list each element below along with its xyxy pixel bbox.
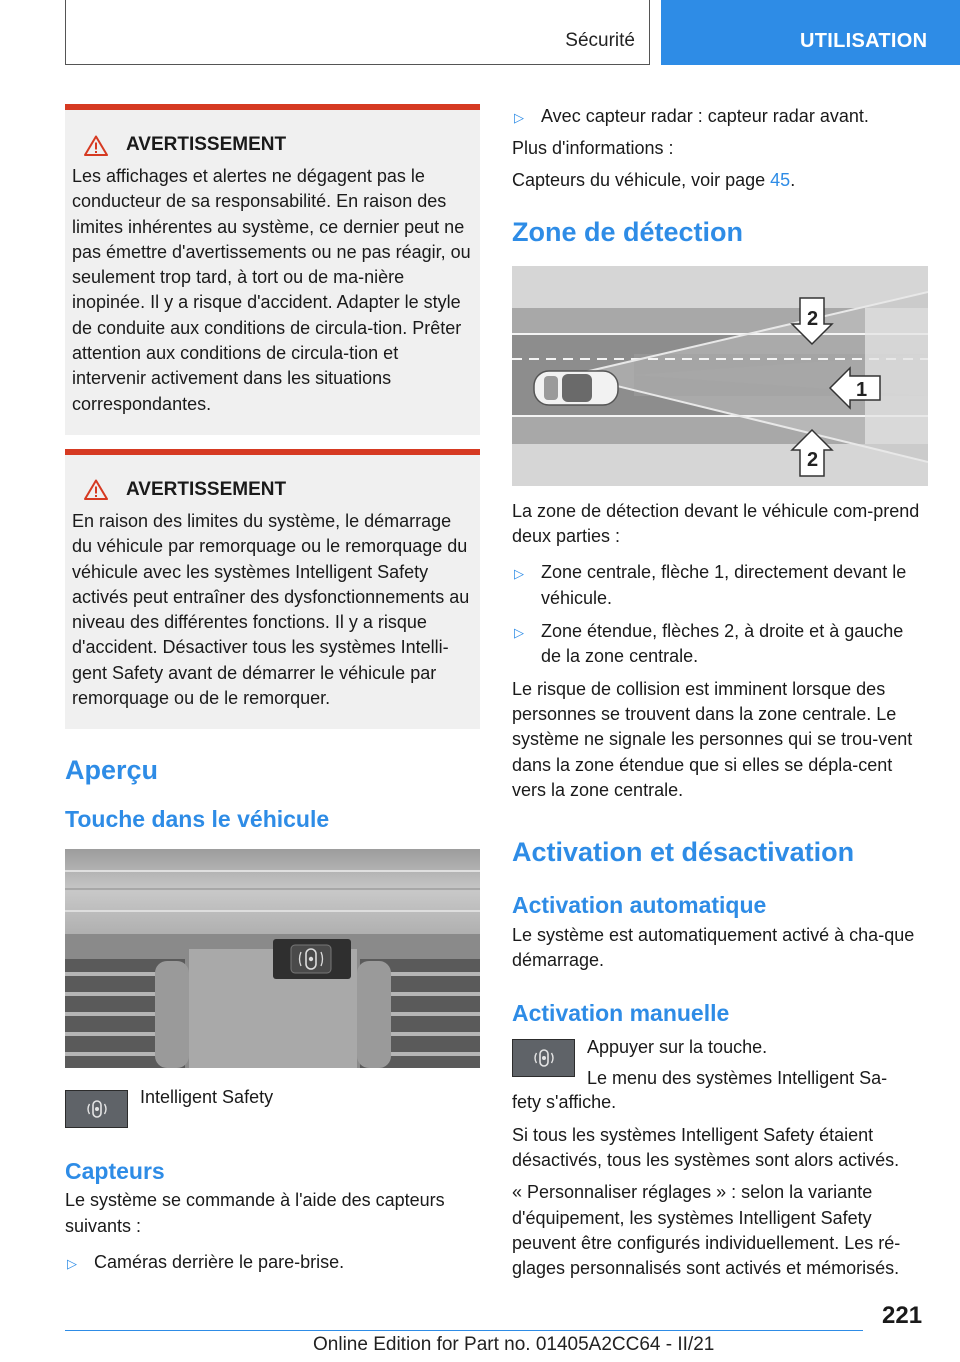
footer-divider (65, 1330, 863, 1331)
warning-triangle-icon (84, 135, 108, 156)
warning-triangle-icon (84, 479, 108, 500)
right-column (512, 104, 928, 1281)
heading-activation: Activation et désactivation (512, 837, 855, 868)
warning-box-1 (65, 104, 480, 435)
capteurs-item-2: ▷ Avec capteur radar : capteur radar avant. (512, 104, 928, 130)
heading-apercu: Aperçu (65, 755, 159, 786)
manual-step-row (512, 1036, 928, 1092)
dashboard-button-photo (65, 849, 480, 1068)
page-reference-link[interactable]: 45 (770, 169, 791, 190)
detection-zone-diagram (512, 266, 928, 486)
button-caption-text: Intelligent Safety (140, 1087, 274, 1108)
zone-item-2: ▷ Zone étendue, flèches 2, à droite et à gauche de la zone centrale. (512, 619, 928, 670)
header-section-box (65, 0, 650, 65)
bullet-triangle-icon: ▷ (67, 1255, 77, 1271)
heading-zone-detection: Zone de détection (512, 216, 744, 247)
intelligent-safety-button-icon (65, 1090, 128, 1128)
button-caption-row (65, 1087, 480, 1128)
heading-activation-manual: Activation manuelle (512, 999, 730, 1026)
capteurs-item-1: ▷ Caméras derrière le pare-brise. (65, 1250, 480, 1276)
bullet-triangle-icon: ▷ (514, 566, 524, 582)
footer-edition: Online Edition for Part no. 01405A2CC64 - II/21 (313, 1334, 715, 1355)
car-icon (534, 371, 618, 405)
left-column (65, 104, 480, 1276)
warning-title-text-2: AVERTISSEMENT (126, 478, 287, 500)
manual-result-text-a: Le menu des systèmes Intelligent Sa- (587, 1068, 888, 1089)
activation-auto-text: Le système est automatiquement activé à cha-que démarrage. (512, 925, 915, 971)
custom-settings-text: « Personnaliser réglages » : selon la variante d'équipement, les systèmes Intelligent Safety peuvent être configurés individuellement. Les ré-glages personnalisés sont activés et mémorisés. (512, 1182, 901, 1279)
zone-item-1: ▷ Zone centrale, flèche 1, directement devant le véhicule. (512, 560, 928, 611)
header-section-title: Sécurité (565, 30, 635, 51)
svg-text:2: 2 (807, 307, 819, 330)
warning-title-text-1: AVERTISSEMENT (126, 134, 287, 155)
zone-text: Le risque de collision est imminent lorsque des personnes se trouvent dans la zone centrale. Le système ne signale les personnes qui se trou-vent dans la zone étendue que si elles se dépla-cent vers la zone centrale. (512, 678, 913, 800)
bullet-triangle-icon: ▷ (514, 625, 524, 641)
warning-text-1: Les affichages et alertes ne dégagent pas le conducteur de sa responsabilité. En raison des limites inhérentes au système, ce dernier peut ne pas émettre d'avertissements ou ne pas réagir, ou seulement trop tard, à tort ou de ma-nière inopinée. Il y a risque d'accident. Adapter le style de conduite aux conditions de circula-tion. Prêter attention aux conditions de circula-tion et intervenir activement dans les situations correspondantes. (72, 166, 471, 414)
manual-text: Si tous les systèmes Intelligent Safety étaient désactivés, tous les systèmes sont alors activés. (512, 1124, 900, 1170)
capteurs-intro: Le système se commande à l'aide des capteurs suivants : (65, 1190, 445, 1236)
warning-text-2: En raison des limites du système, le démarrage du véhicule par remorquage ou le remorquage du véhicule avec les systèmes Intelligent Safety activés peut entraîner des dysfonctionnements au niveau des différentes fonctions. Il y a risque d'accident. Désactiver tous les systèmes Intelli-gent Safety avant de démarrer le véhicule par remorquage ou de le remorquer. (72, 510, 470, 709)
zone-intro: La zone de détection devant le véhicule com-prend deux parties : (512, 500, 920, 547)
header-chapter-title: UTILISATION (800, 30, 928, 52)
svg-text:2: 2 (807, 448, 819, 471)
capteurs-reference: Capteurs du véhicule, voir page 45. (512, 169, 796, 190)
intelligent-safety-button-icon (512, 1039, 575, 1077)
warning-title-2 (72, 479, 474, 501)
page-number: 221 (882, 1302, 923, 1329)
heading-touche: Touche dans le véhicule (65, 806, 330, 833)
manual-result-text-b: fety s'affiche. (512, 1092, 617, 1113)
bullet-triangle-icon: ▷ (514, 110, 524, 125)
manual-step-text: Appuyer sur la touche. (587, 1036, 768, 1057)
capteurs-more-info: Plus d'informations : (512, 138, 674, 159)
warning-box-2 (65, 449, 480, 729)
heading-capteurs: Capteurs (65, 1158, 165, 1185)
svg-text:1: 1 (856, 378, 868, 401)
heading-activation-auto: Activation automatique (512, 892, 767, 919)
warning-title-1 (72, 134, 474, 156)
